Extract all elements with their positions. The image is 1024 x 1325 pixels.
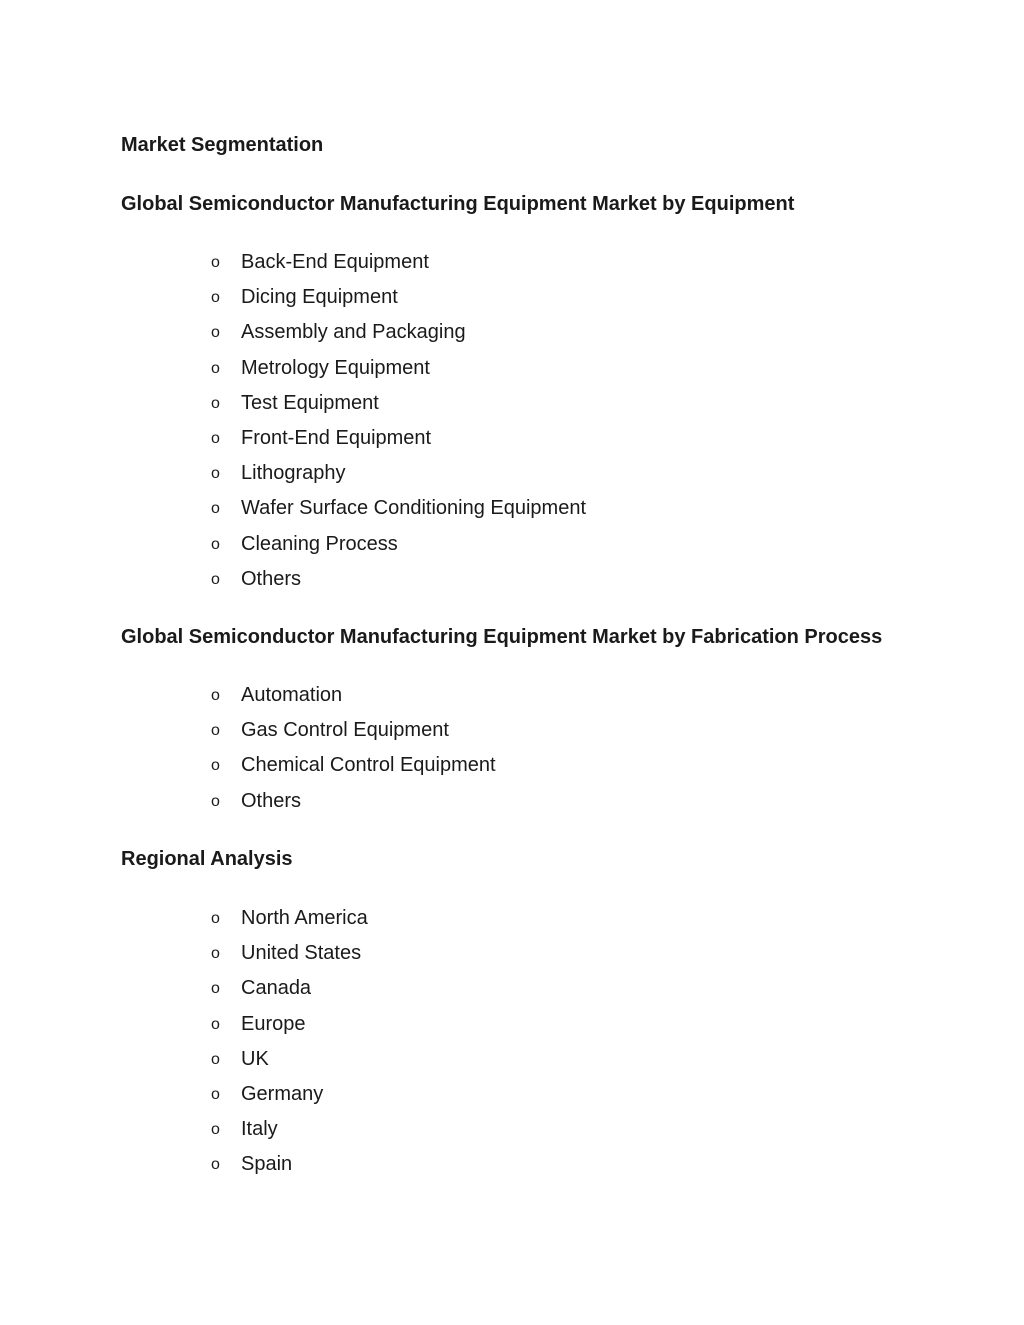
bullet-icon: o <box>211 359 220 377</box>
list-item-text: Italy <box>241 1118 278 1141</box>
bullet-icon: o <box>211 289 220 307</box>
list-item-text: Canada <box>241 977 312 1000</box>
list-item-text: Spain <box>241 1153 293 1176</box>
bullet-icon: o <box>211 1121 220 1139</box>
list-item-text: UK <box>241 1047 269 1070</box>
bullet-icon: o <box>211 570 220 588</box>
list-item-text: United States <box>241 942 362 965</box>
section-heading-fabrication-process: Global Semiconductor Manufacturing Equipment Market by Fabrication Process <box>121 626 883 648</box>
bullet-icon: o <box>211 722 220 740</box>
section-heading-regional-analysis: Regional Analysis <box>121 848 293 870</box>
bullet-icon: o <box>211 254 220 271</box>
list-item-text: North America <box>241 907 368 929</box>
list-item-text: Back-End Equipment <box>241 251 429 273</box>
bullet-icon: o <box>211 429 220 447</box>
list-item-text: Europe <box>241 1012 306 1035</box>
bullet-icon: o <box>211 1156 220 1174</box>
bullet-icon: o <box>211 945 220 963</box>
bullet-icon: o <box>211 465 220 483</box>
list-item-text: Wafer Surface Conditioning Equipment <box>241 497 586 520</box>
document-title: Market Segmentation <box>121 134 324 156</box>
bullet-icon: o <box>211 757 220 775</box>
list-item-text: Dicing Equipment <box>241 286 398 309</box>
list-item-text: Lithography <box>241 462 346 485</box>
bullet-icon: o <box>211 1015 220 1033</box>
list-item-text: Test Equipment <box>241 391 379 414</box>
list-item-text: Others <box>241 567 302 590</box>
bullet-icon: o <box>211 910 220 927</box>
bullet-icon: o <box>211 1050 220 1068</box>
bullet-icon: o <box>211 1085 220 1103</box>
list-item-text: Assembly and Packaging <box>241 321 466 344</box>
bullet-icon: o <box>211 535 220 553</box>
list-item-text: Cleaning Process <box>241 532 398 555</box>
list-item-text: Chemical Control Equipment <box>241 754 496 777</box>
list-item-text: Automation <box>241 684 343 706</box>
bullet-icon: o <box>211 500 220 518</box>
section-heading-equipment: Global Semiconductor Manufacturing Equipment Market by Equipment <box>121 193 795 215</box>
bullet-icon: o <box>211 324 220 342</box>
bullet-icon: o <box>211 687 220 704</box>
bullet-icon: o <box>211 980 220 998</box>
list-item-text: Gas Control Equipment <box>241 719 449 742</box>
list-item-text: Others <box>241 789 302 812</box>
list-item-text: Germany <box>241 1082 324 1105</box>
list-item-text: Front-End Equipment <box>241 426 432 449</box>
list-item-text: Metrology Equipment <box>241 356 430 379</box>
bullet-icon: o <box>211 394 220 412</box>
bullet-icon: o <box>211 792 220 810</box>
